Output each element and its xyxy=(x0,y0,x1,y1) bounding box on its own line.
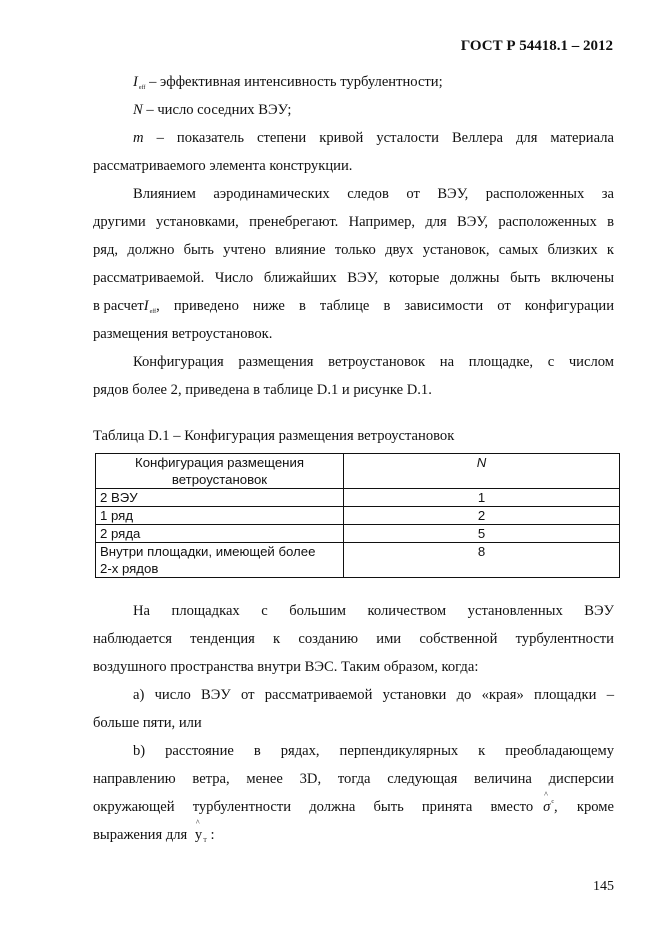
configuration-table xyxy=(95,453,620,578)
row-n: 8 xyxy=(344,543,620,578)
row-config: 1 ряд xyxy=(96,507,344,525)
para1-line6: размещения ветроустановок. xyxy=(93,326,273,342)
m-description: – показатель степени кривой усталости Веллера для материала xyxy=(143,130,614,146)
row-n: 5 xyxy=(344,525,620,543)
table-row xyxy=(96,507,620,525)
def-ieff xyxy=(133,74,614,91)
row-config: Внутри площадки, имеющей более 2-х рядов xyxy=(96,543,344,578)
item-a-line2: больше пяти, или xyxy=(93,715,202,731)
ieff-symbol: I xyxy=(133,74,138,90)
item-b-line2: направлению ветра, менее 3D, тогда следующая величина дисперсии xyxy=(93,771,614,787)
para1-line4: рассматриваемой. Число ближайших ВЭУ, которые должны быть включены xyxy=(93,270,614,286)
page-number: 145 xyxy=(593,879,614,894)
para2-line2: рядов более 2, приведена в таблице D.1 и рисунке D.1. xyxy=(93,382,432,398)
item-b-line4 xyxy=(93,827,614,844)
def-n xyxy=(133,102,614,119)
n-description: – число соседних ВЭУ; xyxy=(142,102,292,118)
para1-line5 xyxy=(93,298,614,315)
row-config: 2 ряда xyxy=(96,525,344,543)
item-b-line4-post: : xyxy=(210,827,215,843)
header-config: Конфигурация размещения ветроустановок xyxy=(96,454,344,489)
n-symbol: N xyxy=(133,102,143,118)
table-header-row xyxy=(96,454,620,489)
standard-header: ГОСТ Р 54418.1 – 2012 xyxy=(460,38,613,54)
para1-line5-post: , приведено ниже в таблице в зависимости от конфигурации xyxy=(156,298,614,314)
y-symbol: ^ y xyxy=(195,827,202,844)
item-b-line1: b) расстояние в рядах, перпендикулярных к преобладающему xyxy=(133,743,614,759)
ieff-description: – эффективная интенсивность турбулентности; xyxy=(145,74,443,90)
row-n: 1 xyxy=(344,489,620,507)
sigma-symbol: ^ σ xyxy=(543,799,550,816)
item-b-line3 xyxy=(93,799,614,816)
ieff-subscript-inline: eff xyxy=(149,309,157,315)
def-m-line2: рассматриваемого элемента конструкции. xyxy=(93,158,353,174)
para3-line1: На площадках с большим количеством установленных ВЭУ xyxy=(133,603,614,619)
item-a-line1: а) число ВЭУ от рассматриваемой установки до «края» площадки – xyxy=(133,687,614,703)
m-symbol: m xyxy=(133,130,144,146)
item-b-line3-pre: окружающей турбулентности должна быть принята вместо xyxy=(93,799,534,815)
ieff-symbol-inline: I xyxy=(143,298,149,314)
row-config: 2 ВЭУ xyxy=(96,489,344,507)
item-b-line4-pre: выражения для xyxy=(93,827,188,843)
def-m-line1 xyxy=(133,130,614,147)
y-subscript: T xyxy=(203,838,207,844)
para1-line5-pre: в расчет xyxy=(93,298,144,314)
para1-line3: ряд, должно быть учтено влияние только двух установок, самых близких к xyxy=(93,242,614,258)
table-row xyxy=(96,543,620,578)
header-n: N xyxy=(344,454,620,489)
row-n: 2 xyxy=(344,507,620,525)
para1-line1: Влиянием аэродинамических следов от ВЭУ, расположенных за xyxy=(133,186,614,202)
para2-line1: Конфигурация размещения ветроустановок на площадке, с числом xyxy=(133,354,614,370)
ieff-subscript: eff xyxy=(138,85,146,91)
table-row xyxy=(96,525,620,543)
para3-line2: наблюдается тенденция к созданию ими собственной турбулентности xyxy=(93,631,614,647)
table-row xyxy=(96,489,620,507)
item-b-line3-post: , кроме xyxy=(554,799,614,815)
para3-line3: воздушного пространства внутри ВЭС. Таким образом, когда: xyxy=(93,659,479,675)
para1-line2: другими установками, пренебрегают. Например, для ВЭУ, расположенных в xyxy=(93,214,614,230)
sigma-subscript: c xyxy=(551,799,554,805)
table-caption: Таблица D.1 – Конфигурация размещения ветроустановок xyxy=(93,428,455,444)
